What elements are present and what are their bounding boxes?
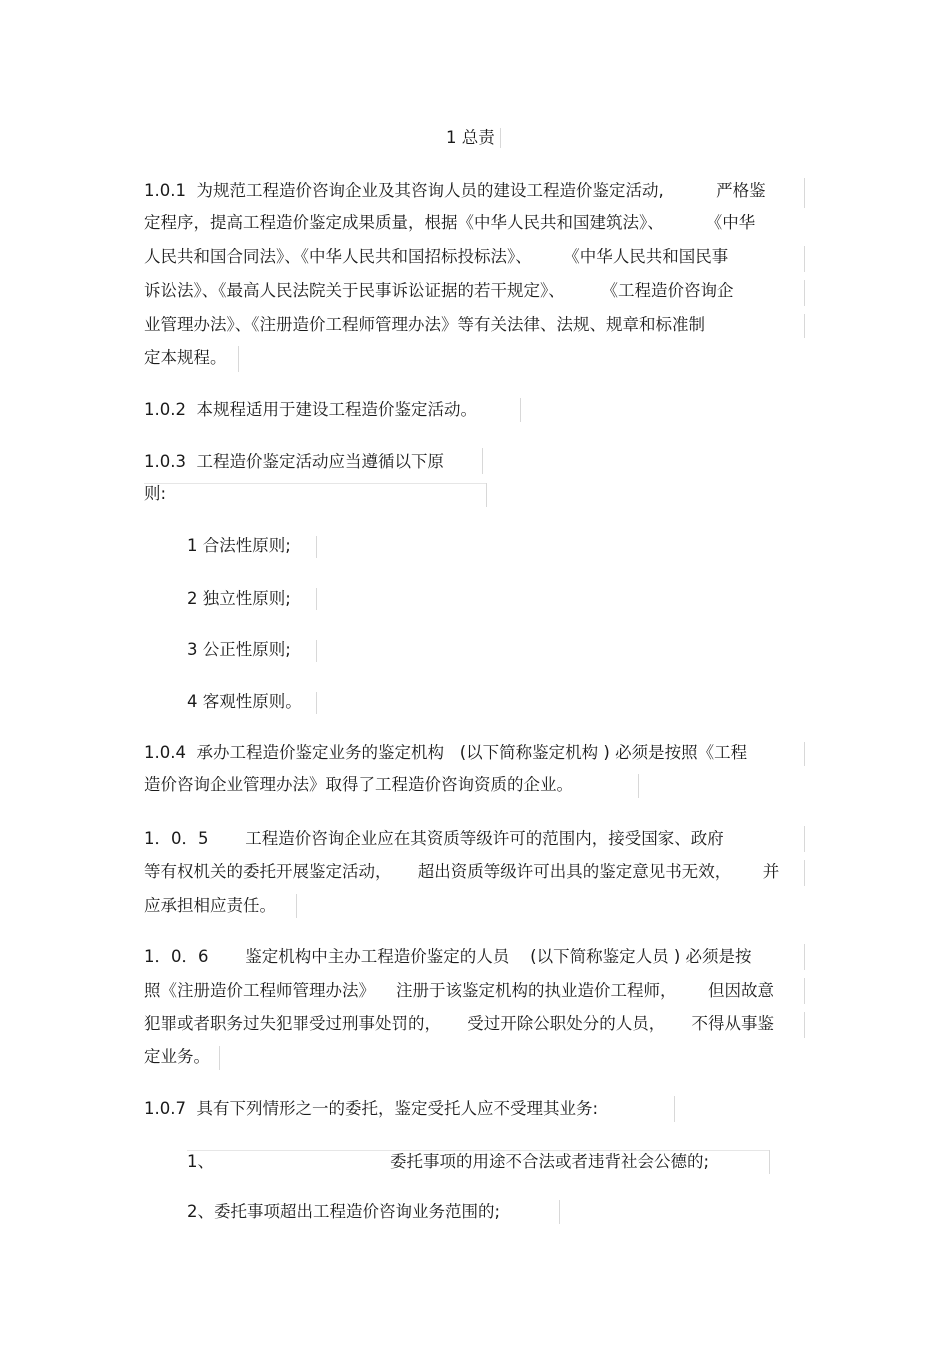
clause-1-0-1-line-5: 业管理办法》、《注册造价工程师管理办法》等有关法律、法规、规章和标准制 [144, 315, 705, 334]
scan-mark [674, 1096, 675, 1122]
refusal-item-1-text: 委托事项的用途不合法或者违背社会公德的; [390, 1152, 710, 1171]
clause-1-0-5-line-1: 1．0．5 工程造价咨询企业应在其资质等级许可的范围内，接受国家、政府 [144, 829, 724, 848]
clause-1-0-2: 1.0.2 本规程适用于建设工程造价鉴定活动。 [144, 400, 477, 419]
principle-item: 4 客观性原则。 [187, 692, 302, 711]
scan-mark [500, 128, 501, 148]
scan-mark [144, 483, 486, 484]
scan-mark [804, 178, 805, 208]
scan-mark [804, 826, 805, 852]
scan-mark [187, 1150, 769, 1151]
scan-mark [482, 448, 483, 474]
scan-mark [486, 483, 487, 507]
clause-1-0-1-line-2: 定程序，提高工程造价鉴定成果质量，根据《中华人民共和国建筑法》、 《中华 [144, 213, 756, 232]
scan-mark [316, 640, 317, 662]
scan-mark [316, 692, 317, 714]
scan-mark [296, 894, 297, 918]
clause-1-0-1-line-6: 定本规程。 [144, 348, 227, 367]
scan-mark [238, 346, 239, 372]
clause-1-0-6-line-3: 犯罪或者职务过失犯罪受过刑事处罚的， 受过开除公职处分的人员， 不得从事鉴 [144, 1014, 774, 1033]
clause-1-0-5-line-2: 等有权机关的委托开展鉴定活动， 超出资质等级许可出具的鉴定意见书无效， 并 [144, 862, 780, 881]
clause-1-0-6-line-1: 1．0．6 鉴定机构中主办工程造价鉴定的人员 (以下简称鉴定人员 ) 必须是按 [144, 947, 752, 966]
scan-mark [804, 280, 805, 306]
scan-mark [804, 742, 805, 766]
principle-item: 1 合法性原则; [187, 536, 291, 555]
refusal-item-2: 2、委托事项超出工程造价咨询业务范围的; [187, 1202, 501, 1221]
scan-mark [804, 978, 805, 1004]
clause-1-0-3-line-1: 1.0.3 工程造价鉴定活动应当遵循以下原 [144, 452, 444, 471]
scan-mark [804, 1012, 805, 1038]
scan-mark [316, 588, 317, 610]
scan-mark [769, 1150, 770, 1174]
scan-mark [520, 398, 521, 422]
clause-1-0-4-line-2: 造价咨询企业管理办法》取得了工程造价咨询资质的企业。 [144, 775, 573, 794]
refusal-item-1-number: 1、 [187, 1152, 214, 1171]
scan-mark [638, 774, 639, 798]
clause-1-0-5-line-3: 应承担相应责任。 [144, 896, 276, 915]
scan-mark [804, 246, 805, 272]
scan-mark [559, 1200, 560, 1224]
scan-mark [316, 536, 317, 558]
scan-mark [804, 314, 805, 338]
principle-item: 3 公正性原则; [187, 640, 291, 659]
scan-mark [804, 860, 805, 886]
scan-mark [219, 1046, 220, 1070]
principle-item: 2 独立性原则; [187, 589, 291, 608]
clause-1-0-4-line-1: 1.0.4 承办工程造价鉴定业务的鉴定机构 (以下简称鉴定机构 ) 必须是按照《工程 [144, 743, 748, 762]
clause-1-0-1-line-1: 1.0.1 为规范工程造价咨询企业及其咨询人员的建设工程造价鉴定活动, 严格鉴 [144, 181, 766, 200]
section-title: 1 总责 [446, 128, 495, 147]
clause-1-0-1-line-4: 诉讼法》、《最高人民法院关于民事诉讼证据的若干规定》、 《工程造价咨询企 [144, 281, 734, 300]
scan-mark [804, 944, 805, 970]
clause-1-0-7: 1.0.7 具有下列情形之一的委托，鉴定受托人应不受理其业务: [144, 1099, 599, 1118]
clause-1-0-3-line-2: 则: [144, 484, 167, 503]
clause-1-0-1-line-3: 人民共和国合同法》、《中华人民共和国招标投标法》、 《中华人民共和国民事 [144, 247, 729, 266]
clause-1-0-6-line-2: 照《注册造价工程师管理办法》 注册于该鉴定机构的执业造价工程师， 但因故意 [144, 981, 774, 1000]
clause-1-0-6-line-4: 定业务。 [144, 1047, 210, 1066]
